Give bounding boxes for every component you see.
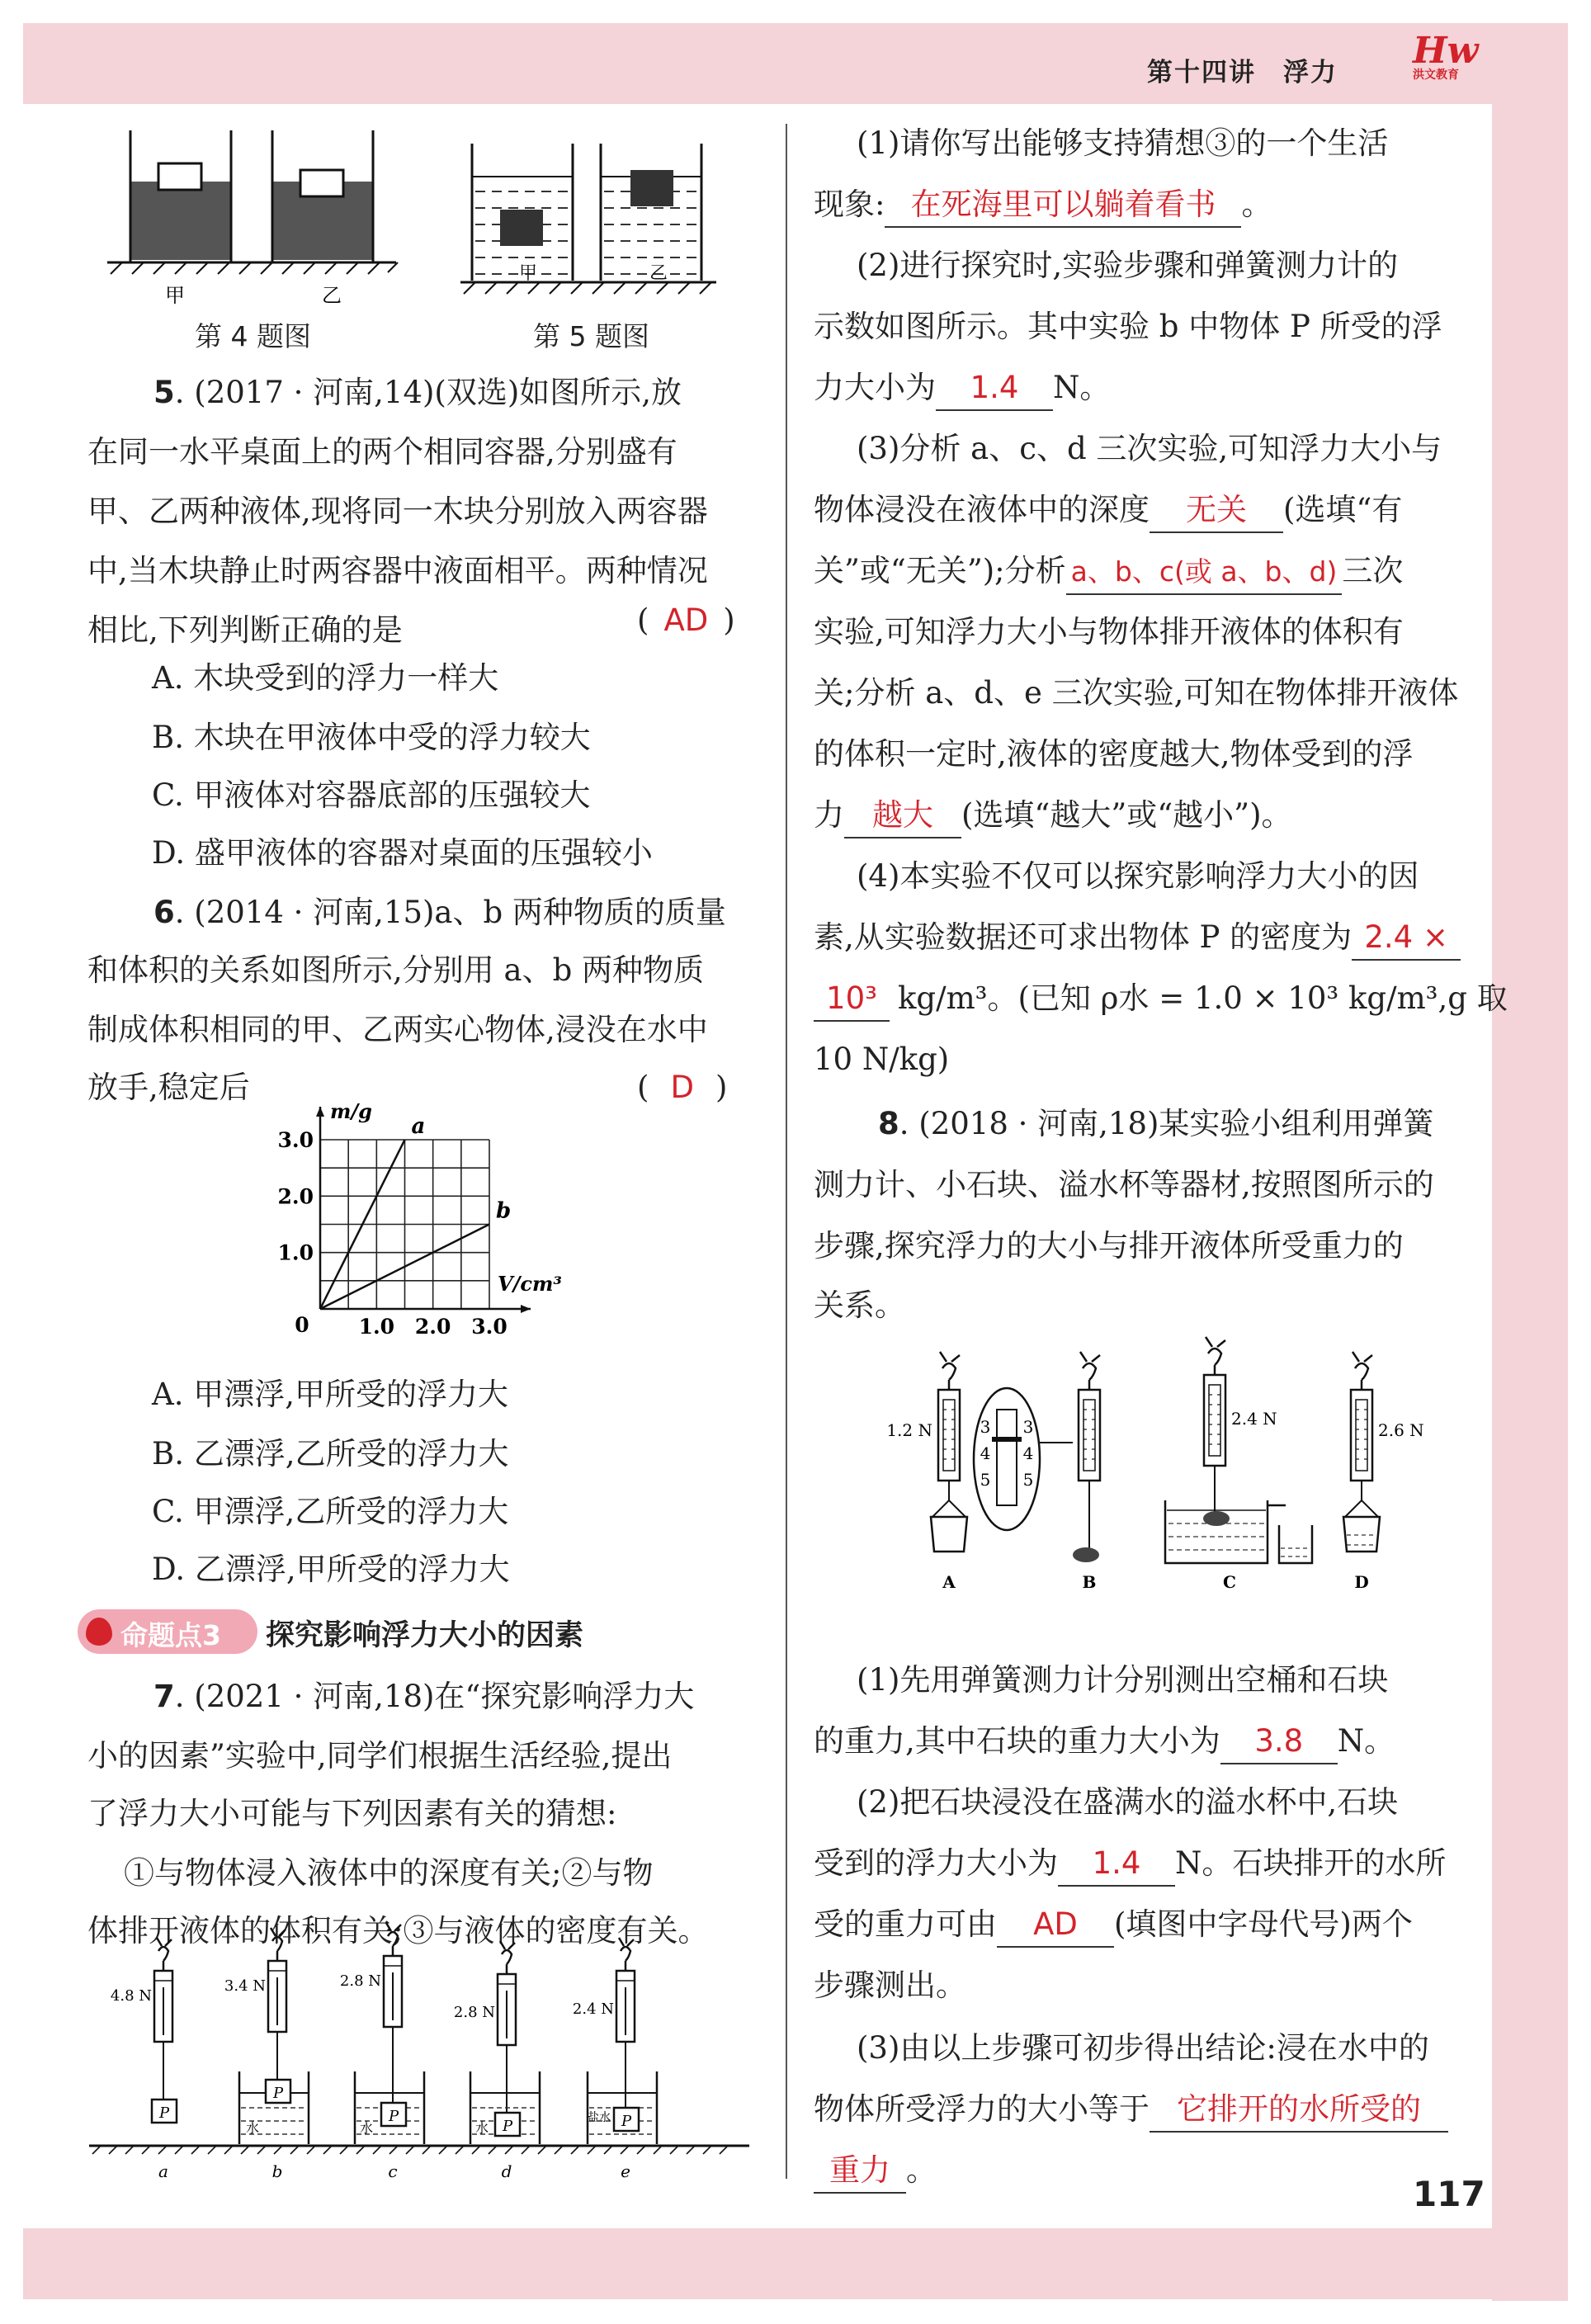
q7-sub3-answer-2: a、b、c(或 a、b、d) (1066, 550, 1343, 595)
q8-sub3-answer-b: 重力 (814, 2149, 906, 2194)
q6-stem-line-1: 6. (2014 · 河南,15)a、b 两种物质的质量 (153, 895, 726, 930)
q8-reading-c: 2.4 N (1231, 1409, 1277, 1429)
q8-scale-right-5: 5 (1022, 1470, 1034, 1490)
q8-sub1-answer: 3.8 (1220, 1720, 1338, 1764)
q7-sub3-line-3: 关”或“无关”);分析 a、b、c(或 a、b、d) 三次 (814, 550, 1403, 595)
q5-answer: AD (663, 602, 709, 638)
q6-option-b: B. 乙漂浮,乙所受的浮力大 (152, 1436, 509, 1471)
q7-reading-b: 3.4 N (224, 1977, 266, 1995)
q6-mass-volume-chart (264, 1086, 561, 1350)
q5-stem-line-5: 相比,下列判断正确的是 (87, 612, 403, 648)
fig5-label-a: 甲 (518, 263, 538, 284)
q7-brine-e: 盐水 (588, 2111, 611, 2124)
q7-stem-line-1: 7. (2021 · 河南,18)在“探究影响浮力大 (153, 1679, 695, 1714)
q8-stem-line-3: 步骤,探究浮力的大小与排开液体所受重力的 (814, 1228, 1404, 1264)
q6-stem-line-2: 和体积的关系如图所示,分别用 a、b 两种物质 (87, 952, 705, 988)
q8-scale-right-4: 4 (1022, 1443, 1034, 1463)
q5-stem-line-3: 甲、乙两种液体,现将同一木块分别放入两容器 (87, 494, 708, 529)
q7-sub3-line-1: (3)分析 a、c、d 三次实验,可知浮力大小与 (857, 431, 1442, 466)
q8-sub2-line-2: 受到的浮力大小为 1.4 N。石块排开的水所 (814, 1842, 1446, 1887)
q8-sub3-line-3: 重力 。 (814, 2149, 937, 2194)
y-tick-label: 1.0 (277, 1240, 314, 1265)
fig5-label-b: 乙 (649, 263, 668, 284)
q8-label-b: B (1082, 1572, 1097, 1592)
x-axis-label: V/cm³ (498, 1272, 562, 1296)
q7-sub4-answer-b: 10³ (814, 977, 890, 1022)
y-axis-arrow (316, 1107, 324, 1117)
x-tick-label: 3.0 (471, 1315, 508, 1339)
q7-water-d: 水 (474, 2120, 489, 2136)
q7-sub3-line-7: 力 越大 (选填“越大”或“越小”)。 (814, 794, 1292, 838)
q7-sub2-line-3: 力大小为 1.4 N。 (814, 366, 1110, 411)
q8-sub2-answer-2: AD (997, 1903, 1114, 1948)
fig4-container-a (130, 130, 231, 262)
q8-sub2-line-1: (2)把石块浸没在盛满水的溢水杯中,石块 (857, 1784, 1399, 1820)
q7-sub4-answer-a: 2.4 × (1352, 916, 1461, 961)
q7-reading-d: 2.8 N (453, 2004, 495, 2021)
q5-number: 5 (153, 375, 175, 410)
q8-experiment-figure (886, 1357, 1428, 1646)
logo-mark: Hw (1413, 30, 1479, 72)
q7-number: 7 (153, 1679, 175, 1714)
q7-stem-line-4: ①与物体浸入液体中的深度有关;②与物 (124, 1855, 654, 1891)
q8-sub1-line-2: 的重力,其中石块的重力大小为 3.8 N。 (814, 1720, 1395, 1764)
q7-object-c: P (388, 2108, 399, 2125)
q7-stem-line-2: 小的因素”实验中,同学们根据生活经验,提出 (87, 1738, 673, 1774)
x-axis-arrow (521, 1305, 531, 1313)
q5-stem-line-1: 5. (2017 · 河南,14)(双选)如图所示,放 (153, 375, 682, 410)
q7-label-e: e (621, 2161, 630, 2181)
q8-sub2-line-4: 步骤测出。 (814, 1967, 966, 2003)
q7-sub4-line-4: 10 N/kg) (814, 1042, 950, 1077)
q6-option-d: D. 乙漂浮,甲所受的浮力大 (152, 1552, 510, 1587)
q7-water-b: 水 (245, 2120, 260, 2136)
fig5-container-b (601, 144, 701, 284)
q7-sub4-line-3: 10³ kg/m³。(已知 ρ水 = 1.0 × 10³ kg/m³,g 取 (814, 977, 1508, 1022)
x-tick-label: 2.0 (414, 1315, 451, 1339)
q7-water-c: 水 (359, 2120, 374, 2136)
q8-sub2-answer-1: 1.4 (1058, 1842, 1175, 1887)
series-label-a: a (411, 1114, 426, 1139)
q7-object-d: P (502, 2118, 513, 2135)
q6-stem-line-4: 放手,稳定后 (87, 1070, 250, 1105)
q6-stem-line-3: 制成体积相同的甲、乙两实心物体,浸没在水中 (87, 1012, 708, 1047)
q8-stem-line-1: 8. (2018 · 河南,18)某实验小组利用弹簧 (878, 1106, 1434, 1141)
q5-stem-line-2: 在同一水平桌面上的两个相同容器,分别盛有 (87, 434, 677, 470)
q8-sub2-line-3: 受的重力可由 AD (填图中字母代号)两个 (814, 1903, 1413, 1948)
drop-icon (86, 1618, 112, 1646)
q7-experiment-figure (89, 1938, 756, 2190)
logo-subtitle: 洪文教育 (1413, 68, 1459, 82)
section-title: 探究影响浮力大小的因素 (266, 1619, 584, 1652)
y-tick-label: 3.0 (277, 1128, 314, 1152)
fig4-container-b (272, 130, 373, 262)
q5-option-d: D. 盛甲液体的容器对桌面的压强较小 (152, 835, 653, 871)
q8-scale-right-3: 3 (1022, 1417, 1034, 1437)
q8-scale-left-4: 4 (980, 1443, 991, 1463)
page-number: 117 (1413, 2174, 1485, 2214)
fig4-caption: 第 4 题图 (195, 320, 311, 352)
figure-5 (460, 137, 725, 310)
q8-sub3-line-1: (3)由以上步骤可初步得出结论:浸在水中的 (857, 2030, 1429, 2066)
fig4-label-b: 乙 (322, 284, 342, 307)
q7-sub1-answer: 在死海里可以躺着看书 (885, 183, 1241, 228)
fig4-label-a: 甲 (165, 284, 185, 307)
q8-sub3-answer-a: 它排开的水所受的 (1150, 2088, 1448, 2133)
fig5-caption: 第 5 题图 (533, 320, 649, 352)
q7-label-c: c (388, 2161, 398, 2181)
q8-sub1-line-1: (1)先用弹簧测力计分别测出空桶和石块 (857, 1662, 1389, 1698)
chart-grid (320, 1140, 489, 1309)
q7-label-a: a (158, 2161, 168, 2181)
page-frame-bottom (23, 2228, 1568, 2299)
origin-label: 0 (295, 1313, 309, 1337)
section-tag (78, 1609, 257, 1654)
q8-label-a: A (942, 1572, 956, 1592)
q7-sub3-line-2: 物体浸没在液体中的深度 无关 (选填“有 (814, 489, 1402, 533)
q7-stem-line-5: 体排开液体的体积有关;③与液体的密度有关。 (87, 1913, 709, 1948)
q8-label-c: C (1223, 1572, 1236, 1592)
series-label-b: b (496, 1198, 512, 1224)
q6-option-a: A. 甲漂浮,甲所受的浮力大 (152, 1377, 509, 1412)
q8-setup-c (1165, 1337, 1312, 1592)
q6-number: 6 (153, 895, 175, 930)
x-tick-label: 1.0 (358, 1315, 395, 1339)
q8-setup-b (974, 1352, 1100, 1592)
q7-reading-a: 4.8 N (110, 1987, 152, 2005)
q7-object-b: P (272, 2085, 284, 2102)
q7-object-a: P (158, 2104, 170, 2122)
q5-stem-line-4: 中,当木块静止时两容器中液面相平。两种情况 (87, 553, 708, 588)
figure-4 (99, 124, 404, 322)
q7-sub1-line-2: 现象: 在死海里可以躺着看书 。 (814, 183, 1272, 228)
q7-stem-line-3: 了浮力大小可能与下列因素有关的猜想: (87, 1796, 617, 1831)
q8-scale-left-5: 5 (980, 1470, 991, 1490)
q8-stem-line-4: 关系。 (814, 1287, 905, 1323)
q7-sub2-line-1: (2)进行探究时,实验步骤和弹簧测力计的 (857, 248, 1399, 283)
q7-sub3-answer-3: 越大 (844, 794, 961, 838)
column-divider (786, 124, 787, 2179)
fig5-container-a (472, 144, 573, 284)
q6-answer-bracket: ( D ) (637, 1070, 728, 1105)
q5-answer-bracket: ( AD ) (637, 602, 735, 638)
page-frame-right (1492, 23, 1568, 2301)
q8-scale-left-3: 3 (980, 1417, 991, 1437)
q7-object-e: P (621, 2113, 632, 2130)
q5-option-c: C. 甲液体对容器底部的压强较大 (152, 777, 591, 813)
publisher-logo (1413, 30, 1479, 86)
q7-sub3-line-5: 关;分析 a、d、e 三次实验,可知在物体排开液体 (814, 675, 1459, 711)
y-tick-label: 2.0 (277, 1184, 314, 1209)
q7-setup-c (340, 1923, 424, 2181)
q7-sub3-line-6: 的体积一定时,液体的密度越大,物体受到的浮 (814, 736, 1414, 772)
q8-number: 8 (878, 1106, 899, 1141)
q7-label-b: b (271, 2161, 283, 2181)
chapter-title: 第十四讲 浮力 (1147, 58, 1338, 87)
y-axis-label: m/g (330, 1099, 372, 1123)
q7-setup-b (224, 1928, 309, 2181)
q8-sub3-line-2: 物体所受浮力的大小等于 它排开的水所受的 (814, 2088, 1448, 2133)
q7-reading-c: 2.8 N (339, 1972, 381, 1990)
q5-option-b: B. 木块在甲液体中受的浮力较大 (152, 720, 591, 755)
q7-sub2-line-2: 示数如图所示。其中实验 b 中物体 P 所受的浮 (814, 309, 1442, 344)
q7-sub3-answer-1: 无关 (1150, 489, 1283, 533)
q8-reading-a: 1.2 N (886, 1420, 932, 1440)
q8-stem-line-2: 测力计、小石块、溢水杯等器材,按照图所示的 (814, 1167, 1434, 1202)
q6-option-c: C. 甲漂浮,乙所受的浮力大 (152, 1494, 509, 1529)
q7-sub4-line-1: (4)本实验不仅可以探究影响浮力大小的因 (857, 858, 1419, 894)
q7-sub4-line-2: 素,从实验数据还可求出物体 P 的密度为 2.4 × (814, 916, 1461, 961)
section-tag-label: 命题点3 (120, 1619, 221, 1651)
q8-label-d: D (1354, 1572, 1369, 1592)
q7-sub1-line-1: (1)请你写出能够支持猜想③的一个生活 (857, 125, 1389, 161)
q8-reading-d: 2.6 N (1378, 1420, 1424, 1440)
q8-setup-d (1343, 1352, 1424, 1592)
q7-sub3-line-4: 实验,可知浮力大小与物体排开液体的体积有 (814, 614, 1404, 649)
q7-reading-e: 2.4 N (572, 2000, 614, 2018)
q7-sub2-answer: 1.4 (936, 366, 1053, 411)
q5-option-a: A. 木块受到的浮力一样大 (152, 660, 499, 696)
q7-label-d: d (501, 2161, 512, 2181)
q6-answer: D (670, 1070, 694, 1105)
